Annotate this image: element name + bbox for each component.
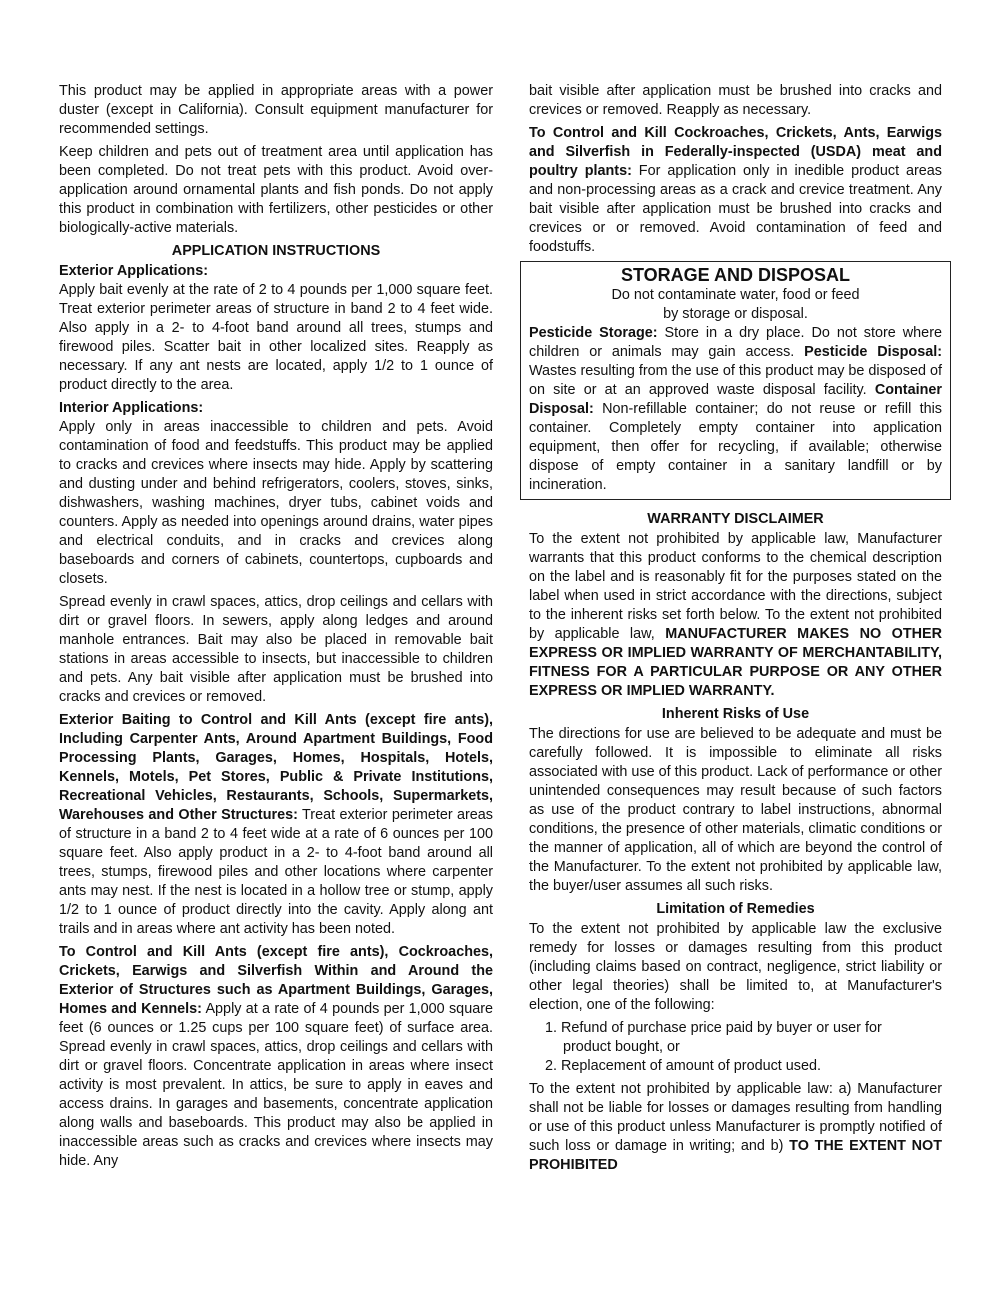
exterior-applications-text: Apply bait evenly at the rate of 2 to 4 pounds per 1,000 square feet. Treat exterior perimeter areas of structure in band 2 to 4 feet wide. Also apply in a 2- to 4-foot band around all trees, stumps and firewood piles. Scatter bait in other localized sites. Reapply as necessary. If any ant nests are located, apply 1/2 to 1 ounce of product directly to the area. (59, 282, 493, 393)
duster-paragraph: This product may be applied in appropriate areas with a power duster (except in California). Consult equipment manufacturer for recommended settings. (59, 83, 493, 137)
pesticide-disposal-text: Wastes resulting from the use of this product may be disposed of on site or at an approved waste disposal facility. (529, 363, 942, 398)
interior-applications-heading: Interior Applications: (59, 400, 204, 416)
storage-disposal-text (529, 324, 942, 495)
spread-paragraph: Spread evenly in crawl spaces, attics, drop ceilings and cellars with dirt or gravel floors. In sewers, apply along ledges and around manhole entrances. Bait may also be placed in removable bait stations in areas accessible to insects, but inaccessible to children and pets. Any bait visible after application must be brushed into cracks and crevices or removed. (59, 594, 493, 705)
remedies-list (529, 1019, 942, 1076)
pesticide-storage-label: Pesticide Storage: (529, 325, 658, 341)
pesticide-disposal-label: Pesticide Disposal: (804, 344, 943, 360)
limitation-remedies-heading: Limitation of Remedies (656, 901, 815, 917)
storage-disposal-subtitle-1: Do not contaminate water, food or feed (611, 287, 860, 303)
interior-applications-text: Apply only in areas inaccessible to children and pets. Avoid contamination of food and feedstuffs. This product may be applied to cracks and crevices where insects may hide. Apply by scattering and dusting under and behind refrigerators, coolers, stoves, sinks, dishwashers, washing machines, dryer tubs, cabinet voids and counters. Apply as needed into openings around drains, water pipes and electrical conduits, and in cracks and crevices along baseboards and corners of cabinets, countertops, cupboards and closets. (59, 419, 493, 587)
warranty-bold-text: MANUFACTURER MAKES NO OTHER EXPRESS OR IMPLIED WARRANTY OF MERCHANTABILITY, FITNESS FOR A PARTICULAR PURPOSE OR ANY OTHER EXPRESS OR IMPLIED WARRANTY. (529, 626, 942, 699)
final-text: To the extent not prohibited by applicable law: a) Manufacturer shall not be liable for losses or damages resulting from handling or use of this product unless Manufacturer is promptly notified of such loss or damage in writing; and b) (529, 1081, 942, 1154)
left-column (59, 82, 493, 1175)
continued-paragraph: bait visible after application must be brushed into cracks and crevices or removed. Reapply as necessary. (529, 83, 942, 118)
control-heading: To Control and Kill Ants (except fire ants), Cockroaches, Crickets, Earwigs and Silverfish Within and Around the Exterior of Structures such as Apartment Buildings, Garages, Homes and Kennels: (59, 944, 493, 1017)
warranty-disclaimer-heading: WARRANTY DISCLAIMER (647, 511, 824, 527)
application-instructions-heading: APPLICATION INSTRUCTIONS (171, 243, 381, 259)
warranty-paragraph (529, 530, 942, 701)
inherent-risks-text: The directions for use are believed to be adequate and must be carefully followed. It is impossible to eliminate all risks associated with use of this product. Lack of performance or other unintended consequences may result because of such factors as use of the product contrary to label instructions, abnormal conditions, the presence of other materials, climatic conditions or the manner of application, all of which are beyond the control of the Manufacturer. To the extent not prohibited by applicable law, the buyer/user assumes all such risks. (529, 726, 942, 894)
inherent-risks-heading: Inherent Risks of Use (661, 706, 810, 722)
container-disposal-label: Container Disposal: (529, 382, 942, 417)
warranty-text: To the extent not prohibited by applicable law, Manufacturer warrants that this product conforms to the chemical description on the label and is reasonably fit for the purposes stated on the label when used in strict accordance with the directions, subject to the inherent risks set forth below. To the extent not prohibited by applicable law, (529, 531, 942, 642)
right-column (529, 82, 942, 1179)
control-paragraph (59, 943, 493, 1171)
exterior-baiting-paragraph (59, 711, 493, 939)
storage-disposal-title: STORAGE AND DISPOSAL (620, 265, 851, 285)
remedy-1-text: 1. Refund of purchase price paid by buyer or user for (545, 1020, 882, 1036)
usda-text: For application only in inedible product areas and non-processing areas as a crack and crevice treatment. Any bait visible after application must be brushed into cracks and crevices or or removed. Avoid contamination of feed and foodstuffs. (529, 163, 942, 255)
exterior-applications-heading: Exterior Applications: (59, 263, 208, 279)
pesticide-storage-text: Store in a dry place. Do not store where children or animals may gain access. (529, 325, 942, 360)
usda-paragraph (529, 124, 942, 257)
safety-paragraph: Keep children and pets out of treatment area until application has been completed. Do not treat pets with this product. Avoid over-application around ornamental plants and fish ponds. Do not apply this product in combination with fertilizers, other pesticides or other biologically-active materials. (59, 144, 493, 236)
container-disposal-text: Non-refillable container; do not reuse or refill this container. Completely empty container into application equipment, then offer for recycling, if available; otherwise dispose of empty container in a sanitary landfill or by incineration. (529, 401, 942, 493)
storage-disposal-box (520, 261, 951, 500)
limitation-remedies-text: To the extent not prohibited by applicable law the exclusive remedy for losses or damages resulting from this product (including claims based on contract, negligence, strict liability or other legal theories) shall be limited to, at Manufacturer's election, one of the following: (529, 921, 942, 1013)
remedy-item-1 (529, 1019, 942, 1057)
remedy-1-continued: product bought, or (563, 1039, 680, 1055)
final-bold-text: TO THE EXTENT NOT PROHIBITED (529, 1138, 942, 1173)
final-paragraph (529, 1080, 942, 1175)
storage-disposal-subtitle-2: by storage or disposal. (663, 306, 808, 322)
exterior-baiting-heading: Exterior Baiting to Control and Kill Ants (except fire ants), Including Carpenter Ants, Around Apartment Buildings, Food Processing Plants, Garages, Homes, Hospitals, Hotels, Kennels, Motels, Pet Stores, Public & Private Institutions, Recreational Vehicles, Restaurants, Schools, Supermarkets, Warehouses and Other Structures: (59, 712, 493, 823)
control-text: Apply at a rate of 4 pounds per 1,000 square feet (6 ounces or 1.25 cups per 100 square feet) of surface area. Spread evenly in crawl spaces, attics, drop ceilings and cellars with dirt or gravel floors. Concentrate application in areas where insect activity is most prevalent. In attics, be sure to apply in eaves and access drains. In garages and basements, concentrate application along walls and baseboards. This product may also be applied in inaccessible areas such as cracks and crevices where insects may hide. Any (59, 1001, 493, 1169)
exterior-baiting-text: Treat exterior perimeter areas of structure in a band 2 to 4 feet wide at a rate of 6 ounces per 100 square feet. Also apply product in a 2- to 4-foot band around all trees, stumps, firewood piles and other locations where carpenter ants may nest. If the nest is located in a hollow tree or stump, apply 1/2 to 1 ounce of product directly into the cavity. Apply along ant trails and in areas where ant activity has been noted. (59, 807, 493, 937)
usda-heading: To Control and Kill Cockroaches, Crickets, Ants, Earwigs and Silverfish in Federally-inspected (USDA) meat and poultry plants: (529, 125, 942, 179)
remedy-item-2: 2. Replacement of amount of product used. (545, 1058, 821, 1074)
